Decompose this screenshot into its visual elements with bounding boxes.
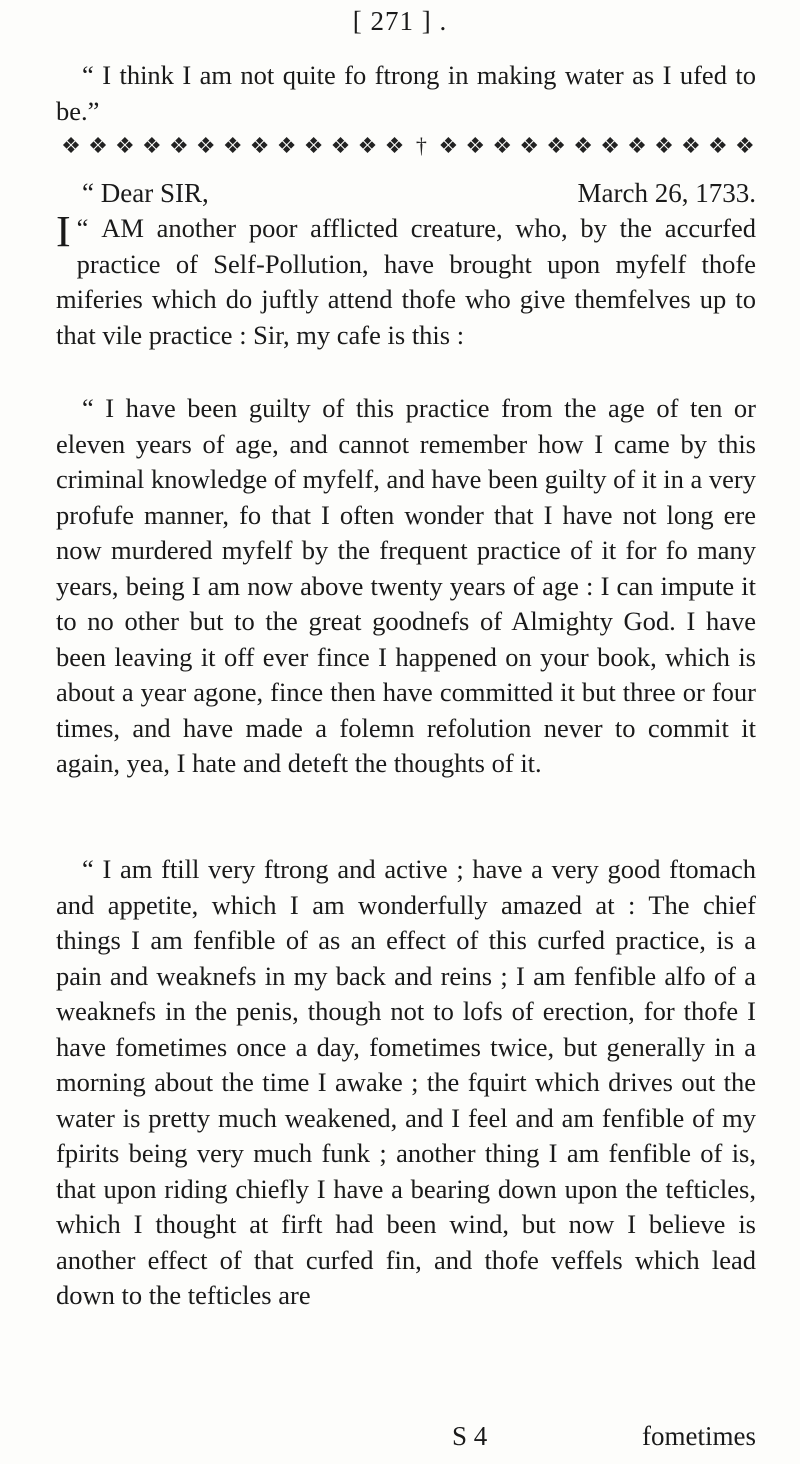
ornament-glyph: ❖ <box>168 133 189 158</box>
letter-paragraph-2 <box>56 391 756 782</box>
letter-paragraph-3 <box>56 852 756 1314</box>
ornament-glyph: ❖ <box>438 133 459 158</box>
letter-paragraph-1 <box>56 207 757 353</box>
paragraph-text: “ I am ftill very ftrong and active ; have a very good ftomach and appetite, which I am wonderfully amazed at : The chief things I am fenfible of as an effect of this curfed practice, is a pain and weaknefs in my back and reins ; I am fenfible alfo of a weaknefs in the penis, though not to lofs of erection, for thofe I have fometimes once a day, fometimes twice, but generally in a morning about the time I awake ; the fquirt which drives out the water is pretty much weakened, and I feel and am fenfible of my fpirits being very much funk ; another thing I am fenfible of is, that upon riding chiefly I have a bearing down upon the tefticles, which I thought at firft had been wind, but now I believe is another effect of that curfed fin, and thofe veffels which lead down to the tefticles are <box>56 854 756 1310</box>
ornament-glyph: ❖ <box>303 133 324 158</box>
ornament-glyph: ❖ <box>681 133 701 158</box>
letter-heading <box>56 175 756 211</box>
ornament-glyph: ❖ <box>384 133 405 158</box>
opening-paragraph <box>56 58 756 129</box>
paragraph-text: “ I have been guilty of this practice from the age of ten or eleven years of age, and cannot remember how I came by this criminal knowledge of myfelf, and have been guilty of it in a very profufe manner, fo that I often wonder that I have not long ere now murdered myfelf by the frequent practice of it for fo many years, being I am now above twenty years of age : I can impute it to no other but to the great goodnefs of Almighty God. I have been leaving it off ever fince I happened on your book, which is about a year agone, fince then have committed it but three or four times, and have made a folemn refolution never to commit it again, yea, I hate and deteft the thoughts of it. <box>56 393 756 778</box>
paragraph-text <box>56 207 757 353</box>
ornamental-divider <box>58 133 758 159</box>
signature-mark: S 4 <box>452 1421 488 1451</box>
paragraph-body: AM another poor afflicted creature, who, by the accurfed practice of Self-Pollution, have brought upon myfelf thofe miferies which do juftly attend thofe who give themfelves up to that vile practice : Sir, my cafe is this : <box>56 213 757 350</box>
ornament-glyph: ❖ <box>627 133 647 158</box>
catchword: fometimes <box>642 1421 756 1451</box>
ornament-glyph: ❖ <box>708 133 728 158</box>
ornament-glyph: ❖ <box>654 133 674 158</box>
opening-paragraph-text: “ I think I am not quite fo ftrong in making water as I ufed to be.” <box>56 60 756 126</box>
ornament-glyph: ❖ <box>141 133 162 158</box>
letter-date: March 26, 1733. <box>577 178 756 208</box>
ornament-glyph: ❖ <box>546 133 567 158</box>
ornament-glyph: ❖ <box>195 133 216 158</box>
ornament-glyph: ❖ <box>115 133 135 158</box>
page-footer <box>56 1421 756 1452</box>
ornament-glyph: ❖ <box>573 133 593 158</box>
ornament-glyph: ❖ <box>465 133 486 158</box>
ornament-glyph: ❖ <box>734 133 755 158</box>
ornament-cross: † <box>415 133 427 158</box>
ornament-glyph: ❖ <box>330 133 351 158</box>
ornament-glyph: ❖ <box>600 133 620 158</box>
ornament-glyph: ❖ <box>88 133 108 158</box>
ornament-glyph: ❖ <box>519 133 540 158</box>
open-quote: “ <box>76 213 89 243</box>
ornament-glyph: ❖ <box>492 133 513 158</box>
page-number: [ 271 ] . <box>352 6 448 36</box>
ornament-glyph: ❖ <box>276 133 297 158</box>
ornament-glyph: ❖ <box>61 133 81 158</box>
ornament-glyph: ❖ <box>222 133 243 158</box>
ornament-glyph: ❖ <box>357 133 378 158</box>
drop-cap: I <box>56 207 71 256</box>
ornament-glyph: ❖ <box>249 133 270 158</box>
letter-salutation: “ Dear SIR, <box>82 178 209 208</box>
